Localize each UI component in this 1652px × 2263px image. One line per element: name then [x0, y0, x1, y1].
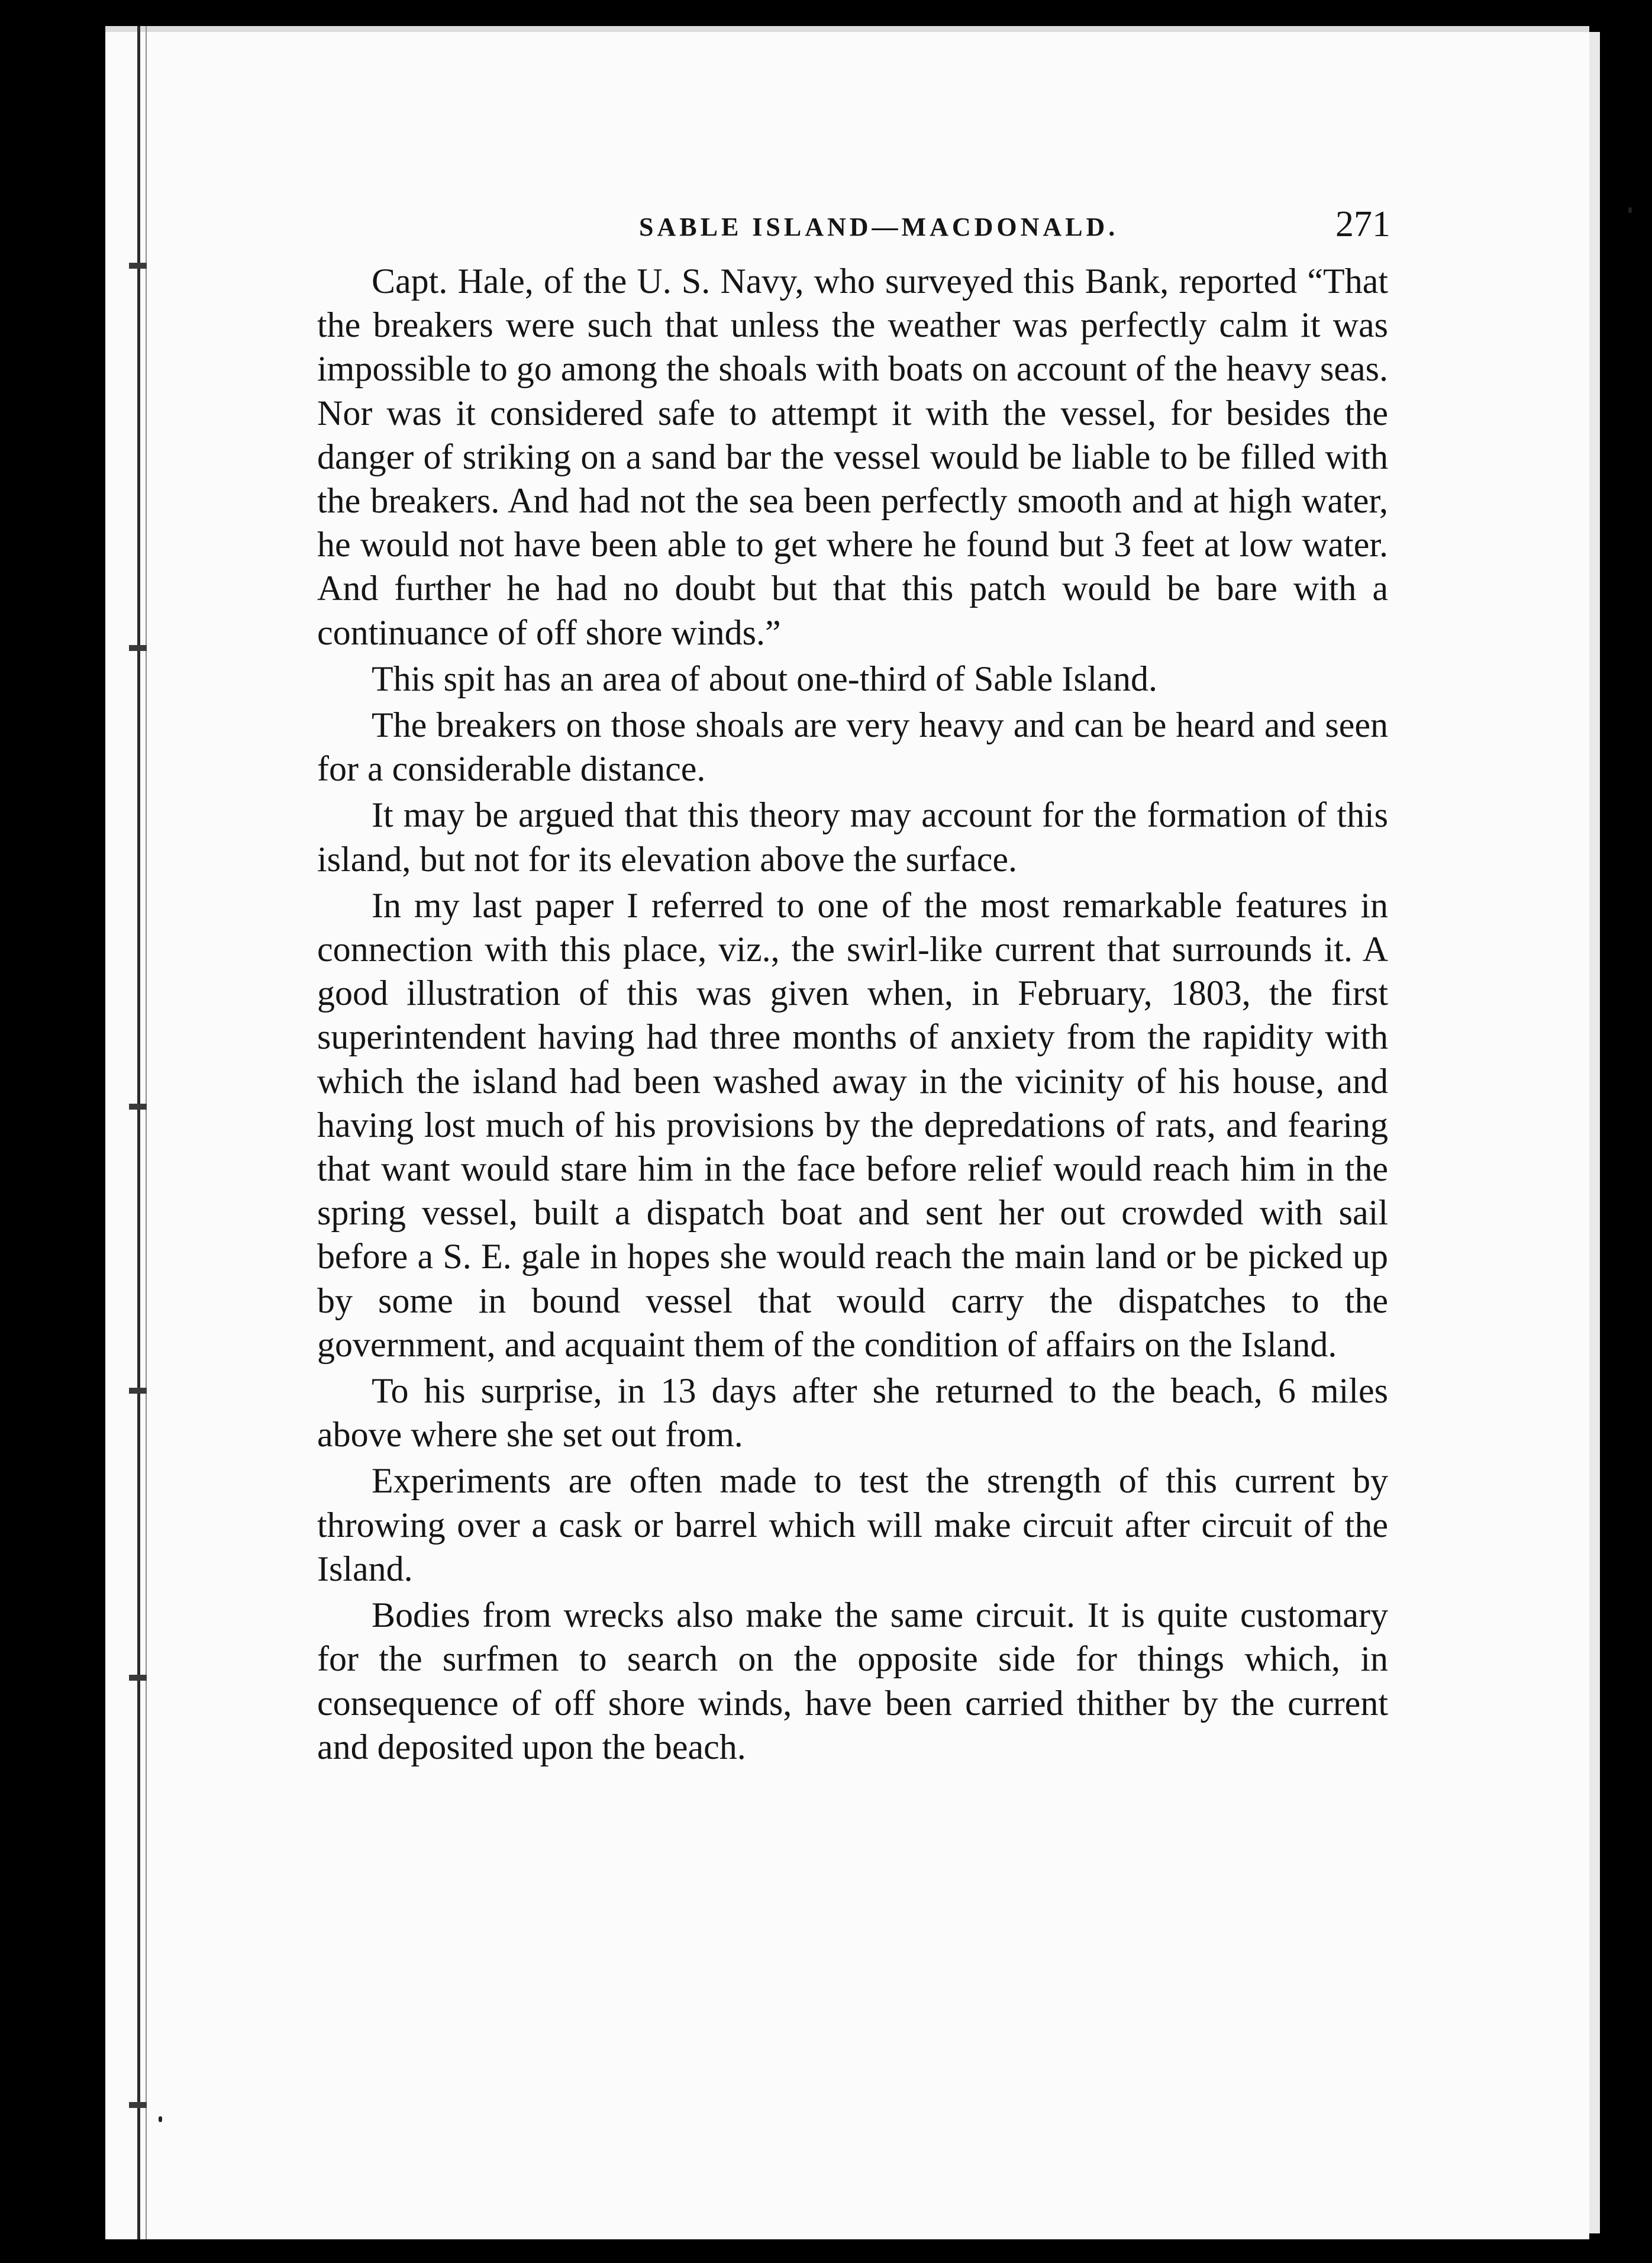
paragraph: This spit has an area of about one-third of Sable Island. [372, 659, 1157, 698]
binding-stitch [129, 1104, 147, 1110]
binding-stitch [129, 263, 147, 269]
paragraph: It may be argued that this theory may account for the formation of this island, but not for its elevation above the surface. [317, 795, 1388, 879]
paragraph: To his surprise, in 13 days after she returned to the beach, 6 miles above where she set out from. [317, 1371, 1388, 1455]
page-right-edge [1589, 32, 1600, 2233]
page-top-shadow [105, 26, 1589, 32]
paragraph: The breakers on those shoals are very heavy and can be heard and seen for a considerable distance. [317, 705, 1388, 789]
binding-stitch [129, 1675, 147, 1681]
paragraph: In my last paper I referred to one of the most remarkable features in connection with this place, viz., the swirl-like current that surrounds it. A good illustration of this was given when, in February, 1803, the first superintendent having had three months of anxiety from the rapidity with which the island had been washed away in the vicinity of his house, and having lost much of his provisions by the depredations of rats, and fearing that want would stare him in the face before relief would reach him in the spring vessel, built a dispatch boat and sent her out crowded with sail before a S. E. gale in hopes she would reach the main land or be picked up by some in bound vessel that would carry the dispatches to the government, and acquaint them of the condition of affairs on the Island. [317, 885, 1388, 1364]
page-number: 271 [1335, 204, 1390, 244]
binding-stitch [129, 1388, 147, 1394]
binding-stitch [129, 645, 147, 651]
binding-edge [137, 26, 140, 2239]
running-title: SABLE ISLAND—MACDONALD. [639, 212, 1119, 241]
paragraph: Capt. Hale, of the U. S. Navy, who surveyed this Bank, reported “That the breakers were such that unless the weather was perfectly calm it was impossible to go among the shoals with boats on account of the heavy seas. Nor was it considered safe to attempt it with the vessel, for besides the danger of striking on a sand bar the vessel would be liable to be filled with the breakers. And had not the sea been perfectly smooth and at high water, he would not have been able to get where he found but 3 feet at low water. And further he had no doubt but that this patch would be bare with a continuance of off shore winds.” [317, 262, 1388, 652]
binding-stitch [129, 2102, 147, 2108]
paragraph: Experiments are often made to test the strength of this current by throwing over a cask or barrel which will make circuit after circuit of the Island. [317, 1461, 1388, 1588]
scan-speck [159, 2116, 162, 2122]
paragraph: Bodies from wrecks also make the same circuit. It is quite customary for the surfmen to search on the opposite side for things which, in consequence of off shore winds, have been carried thither by the current and deposited upon the beach. [317, 1595, 1388, 1766]
body-text [317, 259, 1388, 1769]
scan-speck [1628, 207, 1632, 213]
binding-edge-inner [146, 26, 147, 2239]
running-head [331, 204, 1396, 247]
